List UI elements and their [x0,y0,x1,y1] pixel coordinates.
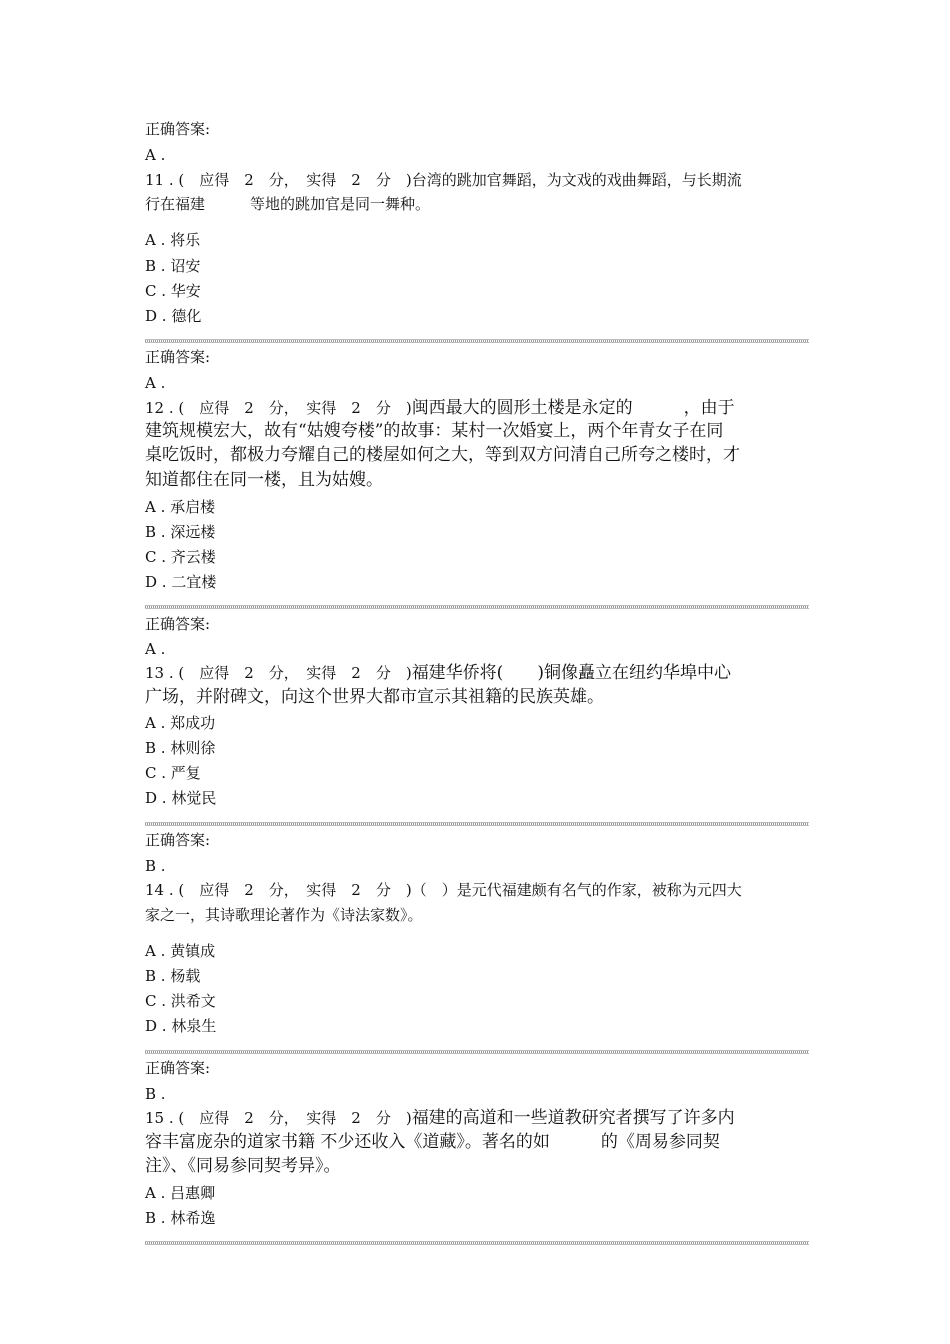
question-text-line: 广场，并附碑文，向这个世界大都市宣示其祖籍的民族英雄。 [145,687,604,707]
option: B . 林则徐 [145,739,216,757]
option: B . 林希逸 [145,1209,216,1227]
divider [145,822,809,826]
question-header: 14 . ( 应得 2 分， 实得 2 分 ) [145,881,412,899]
question-header: 12 . ( 应得 2 分， 实得 2 分 ) [145,399,412,417]
divider [145,339,809,343]
option: D . 林觉民 [145,789,217,807]
answer-label: 正确答案: [145,831,211,849]
option: D . 德化 [145,307,202,325]
question-text-line: 知道都住在同一楼，且为姑嫂。 [145,470,383,490]
question-11 [145,170,809,190]
question-text-line: 容丰富庞杂的道家书籍 不少还收入《道藏》。著名的如 的《周易参同契 [145,1132,720,1152]
option: C . 洪希文 [145,992,216,1010]
answer-label: 正确答案: [145,120,211,138]
question-14 [145,880,809,900]
question-text: 福建的高道和一些道教研究者撰写了许多内 [411,1108,735,1128]
option: A . 郑成功 [145,714,216,732]
question-text: 闽西最大的圆形土楼是永定的 ，由于 [411,398,735,418]
divider [145,1241,809,1245]
option: B . 诏安 [145,257,201,275]
option: D . 林泉生 [145,1017,217,1035]
question-text: 福建华侨将( )铜像矗立在纽约华埠中心 [411,663,731,683]
question-15 [145,1106,809,1130]
option: A . 承启楼 [145,498,216,516]
option: C . 华安 [145,282,201,300]
question-13 [145,661,809,685]
option: A . 吕惠卿 [145,1184,216,1202]
option: A . 黄镇成 [145,942,216,960]
answer-label: 正确答案: [145,348,211,366]
divider [145,605,809,609]
answer-value: B . [145,857,166,875]
answer-value: A . [145,640,166,658]
question-text-line: 建筑规模宏大，故有“姑嫂夸楼”的故事：某村一次婚宴上，两个年青女子在同 [145,421,724,441]
divider [145,1050,809,1054]
answer-label: 正确答案: [145,615,211,633]
question-text: （ ）是元代福建颇有名气的作家，被称为元四大 [411,881,742,899]
option: C . 严复 [145,764,201,782]
option: C . 齐云楼 [145,548,216,566]
question-text-line: 桌吃饭时，都极力夸耀自己的楼屋如何之大，等到双方问清自己所夸之楼时，才 [145,445,740,465]
answer-value: A . [145,374,166,392]
question-text-line: 家之一，其诗歌理论著作为《诗法家数》。 [145,906,423,924]
answer-value: B . [145,1085,166,1103]
question-12 [145,396,809,420]
question-header: 11 . ( 应得 2 分， 实得 2 分 ) [145,171,412,189]
answer-label: 正确答案: [145,1059,211,1077]
question-text: 台湾的跳加官舞蹈，为文戏的戏曲舞蹈，与长期流 [411,171,742,189]
question-text-line: 行在福建 等地的跳加官是同一舞种。 [145,195,431,213]
option: A . 将乐 [145,231,201,249]
question-text-line: 注》、《同易参同契考异》。 [145,1156,341,1176]
question-header: 13 . ( 应得 2 分， 实得 2 分 ) [145,664,412,682]
option: B . 深远楼 [145,523,216,541]
option: B . 杨载 [145,967,201,985]
question-header: 15 . ( 应得 2 分， 实得 2 分 ) [145,1109,412,1127]
option: D . 二宜楼 [145,573,217,591]
answer-value: A . [145,146,166,164]
